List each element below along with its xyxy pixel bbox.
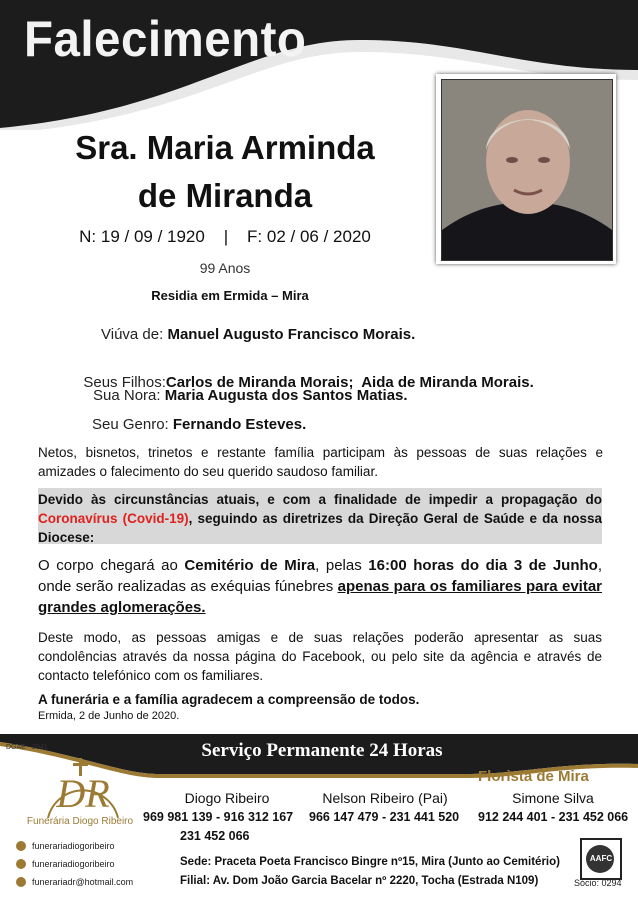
family-label: Sua Nora: [93,387,161,404]
badge-label: AAFC [589,854,613,863]
family-label: Viúva de: [101,326,164,343]
service-banner: Serviço Permanente 24 Horas [201,740,443,761]
instagram-icon [16,859,26,869]
family-value: Maria Augusta dos Santos Matias. [164,387,408,404]
association-badge [580,838,622,880]
thanks-line: A funerária e a família agradecem a compreensão de todos. [38,692,420,707]
logo-name: Funerária Diogo Ribeiro [26,816,134,827]
contact-name: Diogo Ribeiro [184,790,270,806]
family-label: Seu Genro: [92,416,169,433]
email-icon [16,877,26,887]
family-only-notice: apenas para os familiares para evitar grandes aglomerações. [38,578,603,616]
notice-text-b: , seguindo as diretrizes da Direção Geral de Saúde e da nossa Diocese: [38,511,602,545]
florist-name: Florista de Mira [478,768,589,785]
portrait-photo [436,74,616,264]
family-label: Seus Filhos: [83,374,166,391]
deceased-name [20,124,430,220]
funeral-text: , onde serão realizadas as exéquias fúnebres [38,557,602,595]
contact-phones[interactable]: 969 981 139 - 916 312 167 [143,810,294,824]
residence: Residia em Ermida – Mira [151,288,309,303]
funeral-time: 16:00 horas do dia 3 de Junho [368,557,598,574]
family-value: Carlos de Miranda Morais; Aida de Miranda Morais. [165,374,534,391]
branch-address: Filial: Av. Dom João Garcia Bacelar nº 2220, Tocha (Estrada N109) [180,875,539,887]
family-value: Fernando Esteves. [172,416,307,433]
contact-phones[interactable]: 231 452 066 [180,829,250,843]
member-number: Sócio: 0294 [574,878,622,888]
page-title: Falecimento [24,11,307,67]
contact-name: Simone Silva [512,790,594,806]
facebook-handle[interactable]: funerariadiogoribeiro [32,841,115,851]
facebook-icon [16,841,26,851]
family-value: Manuel Augusto Francisco Morais. [167,326,416,343]
email-address[interactable]: funerariadr@hotmail.com [32,877,134,887]
dateline: Ermida, 2 de Junho de 2020. [38,710,180,722]
family-announcement: Netos, bisnetos, trinetos e restante família participam às pessoas de suas relações e amizades o falecimento do seu querido saudoso familiar. [38,445,603,479]
deceased-name-line1: Sra. Maria Arminda [75,129,375,166]
contact-name: Nelson Ribeiro (Pai) [322,790,448,806]
deceased-name-line2: de Miranda [137,177,313,214]
family-daughter-in-law [93,387,408,404]
funeral-text: O corpo chegará ao [38,557,185,574]
birth-death-dates: N: 19 / 09 / 1920 | F: 02 / 06 / 2020 [79,227,371,246]
covid-notice [38,490,602,547]
funeral-details [38,555,602,618]
dgae-code: DGAE - 2941 [6,744,48,751]
notice-text-a: Devido às circunstâncias atuais, e com a finalidade de impedir a propagação do [38,492,602,507]
age: 99 Anos [199,260,251,276]
cemetery-name: Cemitério de Mira [184,557,316,574]
instagram-handle[interactable]: funerariadiogoribeiro [32,859,115,869]
notice-highlight: Coronavírus (Covid-19) [38,511,189,526]
contact-phones[interactable]: 966 147 479 - 231 441 520 [309,810,460,824]
family-widow [101,326,415,343]
condolences-info: Deste modo, as pessoas amigas e de suas relações poderão apresentar as suas condolências através da nossa página do Facebook, ou pelo site da agência e através de contacto telefónico com os familiares. [38,630,602,683]
contact-phones[interactable]: 912 244 401 - 231 452 066 [478,810,629,824]
logo-initials: DR [56,771,110,816]
family-children [75,357,534,391]
funeral-text: , pelas [315,557,369,574]
headquarters-address: Sede: Praceta Poeta Francisco Bingre nº15, Mira (Junto ao Cemitério) [180,856,560,868]
portrait-image [442,80,612,260]
family-son-in-law [92,416,306,433]
